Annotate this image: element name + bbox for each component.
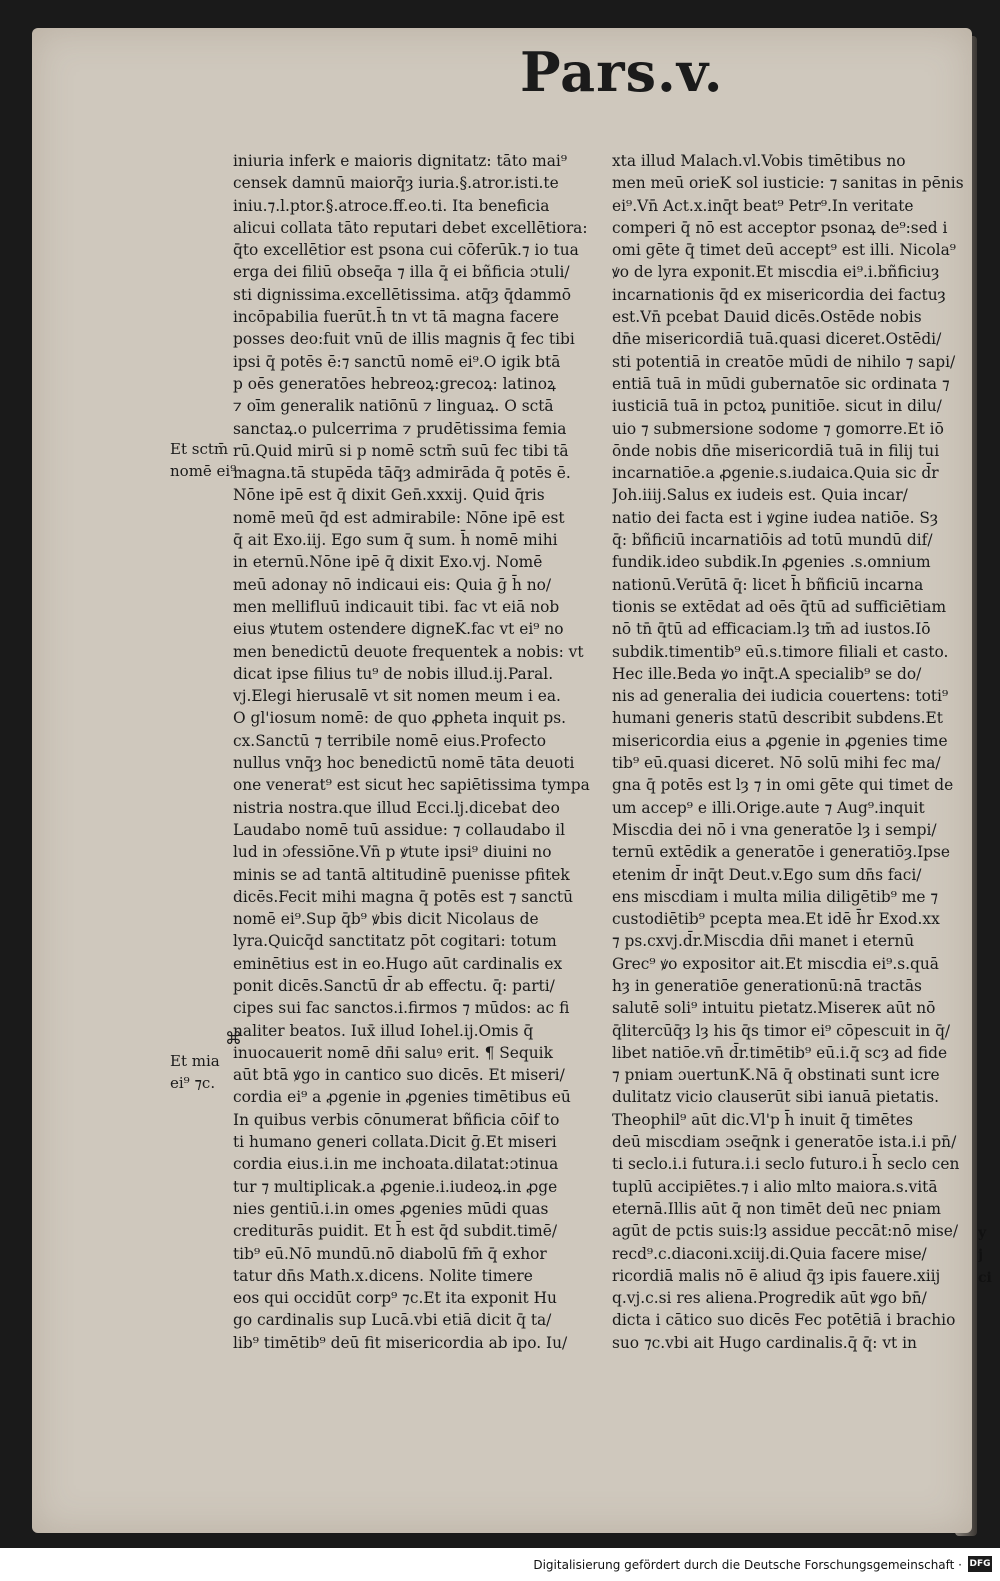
text-line: tionis se extēdat ad oēs q̄tū ad sufficiētiam xyxy=(612,597,947,616)
text-line: O gl'iosum nomē: de quo ꝓpheta inquit ps. xyxy=(233,709,567,728)
text-line: one venerat⁹ est sicut hec sapiētissima tympa xyxy=(233,776,590,795)
text-line: incarnatiōe.a ꝓgenie.s.iudaica.Quia sic d̄r xyxy=(612,464,939,483)
text-line: ipsi q̄ potēs ē:⁊ sanctū nomē ei⁹.O igik btā xyxy=(233,352,561,371)
text-line: p oēs generatōes hebreoꝝ:grecoꝝ: latinoꝝ xyxy=(233,374,556,393)
text-line: meū adonay nō indicaui eis: Quia ḡ h̄ no/ xyxy=(233,575,552,594)
text-line: tib⁹ eū.quasi diceret. Nō solū mihi fec ma/ xyxy=(612,754,941,773)
text-line: Joh.iiij.Salus ex iudeis est. Quia incar/ xyxy=(612,486,908,505)
text-line: ei⁹.Vn̄ Act.x.inq̄t beat⁹ Petr⁹.In veritate xyxy=(612,196,914,215)
text-line: agūt de pctis suis:lȝ assidue peccāt:nō mise/ xyxy=(612,1222,959,1241)
text-line: nationū.Verūtā q̄: licet h̄ bñficiū incarna xyxy=(612,575,924,594)
text-line: cipes sui fac sanctos.i.firmos ⁊ mūdos: ac fi xyxy=(233,999,570,1018)
text-line: go cardinalis sup Lucā.vbi etiā dicit q̄ ta/ xyxy=(233,1311,552,1330)
edge-fragment xyxy=(978,1222,992,1289)
marginal-note-mercy xyxy=(170,1052,220,1097)
text-line: q̄ ait Exo.iij. Ego sum q̄ sum. h̄ nomē mihi xyxy=(233,531,558,550)
text-line: q̄to excellētior est psona cui cōferūk.⁊ io tua xyxy=(233,241,579,260)
page-heading: Pars.v. xyxy=(520,40,724,104)
text-line: nomē ei⁹.Sup q̄b⁹ ꝟbis dicit Nicolaus de xyxy=(233,910,539,929)
text-line: dulitatz vicio clauserūt sibi ianuā pietatis. xyxy=(612,1088,940,1107)
text-line: ⁊ pniam ɔuertunK.Nā q̄ obstinati sunt icre xyxy=(612,1066,940,1085)
text-line: tur ⁊ multiplicak.a ꝓgenie.i.iudeoꝝ.in ꝓge xyxy=(233,1177,558,1196)
text-line: eternā.Illis aūt q̄ non timēt deū nec pniam xyxy=(612,1199,941,1218)
text-line: um accep⁹ e illi.Orige.aute ⁊ Aug⁹.inquit xyxy=(612,798,925,817)
text-line: est.Vn̄ pcebat Dauid dicēs.Ostēde nobis xyxy=(612,308,922,327)
text-line: hȝ in generatiōe generationū:nā tractās xyxy=(612,976,922,995)
text-line: sanctaꝝ.o pulcerrima ⁊ prudētissima femia xyxy=(233,419,567,438)
text-line: Nōne ipē est q̄ dixit Gen̄.xxxij. Quid q̄ris xyxy=(233,486,545,505)
footer xyxy=(0,1548,1000,1581)
text-line: nō tn̄ q̄tū ad efficaciam.lȝ tm̄ ad iustos.Iō xyxy=(612,620,931,639)
text-line: recd⁹.c.diaconi.xciij.di.Quia facere mise/ xyxy=(612,1244,927,1263)
text-line: iniu.⁊.l.ptor.§.atroce.ff.eo.ti. Ita beneficia xyxy=(233,196,550,215)
text-line: incōpabilia fuerūt.h̄ tn vt tā magna facere xyxy=(233,308,559,327)
text-line: cordia eius.i.in me inchoata.dilatat:ɔtinua xyxy=(233,1155,559,1174)
text-line: salutē soli⁹ intuitu pietatz.Misereк aūt nō xyxy=(612,999,936,1018)
text-line: ens miscdiam i multa milia diligētib⁹ me ⁊ xyxy=(612,887,939,906)
text-line: naliter beatos. Iux̄ illud Iohel.ij.Omis q̄ xyxy=(233,1021,534,1040)
text-line: fundik.ideo subdik.In ꝓgenies .s.omnium xyxy=(612,553,931,572)
text-line: in eternū.Nōne ipē q̄ dixit Exo.vj. Nomē xyxy=(233,553,543,572)
text-line: ōnde nobis dn̄e misericordiā tuā in filij tui xyxy=(612,441,940,460)
text-line: misericordia eius a ꝓgenie in ꝓgenies time xyxy=(612,731,948,750)
text-line: Hec ille.Beda ꝟo inq̄t.A specialib⁹ se do/ xyxy=(612,664,922,683)
text-line: iniuria inferk e maioris dignitatz: tāto mai⁹ xyxy=(233,152,568,170)
text-line: omi gēte q̄ timet deū accept⁹ est illi. Nicola⁹ xyxy=(612,241,956,260)
marginal-note-name xyxy=(170,440,236,485)
marginal-mark: ⌘ xyxy=(225,1029,242,1049)
text-line: sti dignissima.excellētissima. atq̄ȝ q̄dammō xyxy=(233,285,572,304)
dfg-logo: DFG xyxy=(968,1556,992,1572)
text-line: crediturās puidit. Et h̄ est q̄d subdit.timē/ xyxy=(233,1222,558,1241)
left-column xyxy=(233,150,597,1354)
text-line: rū.Quid mirū si p nomē sctm̄ suū fec tibi tā xyxy=(233,441,569,460)
text-line: vj.Elegi hierusalē vt sit nomen meum i ea. xyxy=(233,687,561,706)
text-line: minis se ad tantā altitudinē puenisse pfitek xyxy=(233,865,570,884)
text-line: dicta i cātico suo dicēs Fec potētiā i brachio xyxy=(612,1311,956,1330)
text-line: humani generis statū describit subdens.Et xyxy=(612,709,943,728)
text-line: nistria nostra.que illud Ecci.lj.dicebat deo xyxy=(233,798,560,817)
text-line: In quibus verbis cōnumerat bñficia cōif to xyxy=(233,1110,560,1129)
text-line: libet natiōe.vn̄ d̄r.timētib⁹ eū.i.q̄ scȝ ad fide xyxy=(612,1043,948,1062)
text-line: Miscdia dei nō i vna generatōe lȝ i sempi/ xyxy=(612,820,937,839)
text-line: natio dei facta est i ꝟgine iudea natiōe. Sȝ xyxy=(612,508,938,527)
text-line: nomē meū q̄d est admirabile: Nōne ipē est xyxy=(233,508,565,527)
text-line: ricordiā malis nō ē aliud q̄ȝ ipis fauere.xiij xyxy=(612,1266,941,1285)
text-line: sti potentiā in creatōe mūdi de nihilo ⁊ sapi/ xyxy=(612,352,956,371)
text-line: entiā tuā in mūdi gubernatōe sic ordinata ⁊ xyxy=(612,374,950,393)
text-line: ⁊ ps.cxvj.d̄r.Miscdia dn̄i manet i eternū xyxy=(612,932,915,951)
marginal-line: Et mia xyxy=(170,1052,220,1070)
text-line: ponit dicēs.Sanctū d̄r ab effectu. q̄: parti/ xyxy=(233,976,555,995)
text-line: erga dei filiū obseq̄a ⁊ illa q̄ ei bñficia ɔtuli/ xyxy=(233,263,570,282)
text-line: Theophil⁹ aūt dic.Vl'p h̄ inuit q̄ timētes xyxy=(612,1110,913,1129)
text-line: dn̄e misericordiā tuā.quasi diceret.Ostēdi/ xyxy=(612,330,942,349)
text-line: q̄: bñficiū incarnatiōis ad totū mundū dif/ xyxy=(612,531,933,550)
text-line: Laudabo nomē tuū assidue: ⁊ collaudabo il xyxy=(233,820,566,839)
text-line: lud in ɔfessiōne.Vn̄ p ꝟtute ipsi⁹ diuini no xyxy=(233,843,552,862)
text-line: eminētius est in eo.Hugo aūt cardinalis ex xyxy=(233,954,563,973)
text-line: ternū extēdik a generatōe i generatiōȝ.Ipse xyxy=(612,843,951,862)
right-column xyxy=(612,150,968,1354)
text-line: lyra.Quicq̄d sanctitatz pōt cogitari: totum xyxy=(233,932,557,951)
text-line: magna.tā stupēda tāq̄ȝ admirāda q̄ potēs ē. xyxy=(233,464,571,483)
marginal-line: ei⁹ ⁊c. xyxy=(170,1074,216,1093)
edge-fragment-line: j xyxy=(978,1247,984,1264)
text-line: q̄litercūq̄ȝ lȝ his q̄s timor ei⁹ cōpescuit in q̄/ xyxy=(612,1021,951,1040)
text-line: nullus vnq̄ȝ hoc benedictū nomē tāta deuoti xyxy=(233,754,575,773)
text-line: ti seclo.i.i futura.i.i seclo futuro.i h̄ seclo cen xyxy=(612,1155,960,1174)
text-line: comperi q̄ nō est acceptor psonaꝝ de⁹:sed i xyxy=(612,218,948,237)
text-line: eius ꝟtutem ostendere digneK.fac vt ei⁹ no xyxy=(233,620,564,639)
text-line: nis ad generalia dei iudicia couertens: toti⁹ xyxy=(612,687,949,706)
text-line: nies gentiū.i.in omes ꝓgenies mūdi quas xyxy=(233,1199,549,1218)
text-line: ꝟo de lyra exponit.Et miscdia ei⁹.i.bñficiuȝ xyxy=(612,263,940,282)
text-line: men benedictū deuote frequentek a nobis: vt xyxy=(233,642,584,661)
text-line: eos qui occidūt corp⁹ ⁊c.Et ita exponit Hu xyxy=(233,1289,557,1308)
marginal-line: Et sctm̄ xyxy=(170,440,229,458)
text-line: gna q̄ potēs est lȝ ⁊ in omi gēte qui timet de xyxy=(612,776,954,795)
text-line: men meū orieK sol iusticie: ⁊ sanitas in pēnis xyxy=(612,174,964,193)
text-line: lib⁹ timētib⁹ deū fit misericordia ab ipo. Iu/ xyxy=(233,1333,568,1352)
text-line: censek damnū maiorq̄ȝ iuria.§.atror.isti.te xyxy=(233,174,559,193)
text-line: iusticiā tuā in pctoꝝ punitiōe. sicut in dilu/ xyxy=(612,397,942,416)
text-line: inuocauerit nomē dn̄i saluꝰ erit. ¶ Sequik xyxy=(233,1043,553,1062)
text-line: dicat ipse filius tu⁹ de nobis illud.ij.Paral. xyxy=(233,664,554,683)
text-line: cx.Sanctū ⁊ terribile nomē eius.Profecto xyxy=(233,731,546,750)
text-line: dicēs.Fecit mihi magna q̄ potēs est ⁊ sanctū xyxy=(233,887,573,906)
text-line: xta illud Malach.vl.Vobis timētibus no xyxy=(612,152,906,170)
text-line: tib⁹ eū.Nō mundū.nō diabolū fm̄ q̄ exhor xyxy=(233,1244,547,1263)
text-line: custodiētib⁹ pcepta mea.Et idē h̄r Exod.xx xyxy=(612,910,940,929)
text-line: alicui collata tāto reputari debet excellētiora: xyxy=(233,218,588,237)
edge-fragment-line: ci xyxy=(978,1269,992,1286)
text-line: etenim d̄r inq̄t Deut.v.Ego sum dn̄s faci/ xyxy=(612,865,922,884)
text-line: ⁊ oīm generalik natiōnū ⁊ linguaꝝ. O sctā xyxy=(233,397,554,416)
text-line: suo ⁊c.vbi ait Hugo cardinalis.q̄ q̄: vt in xyxy=(612,1333,917,1352)
text-line: q.vj.c.si res aliena.Progredik aūt ꝟgo bn̄/ xyxy=(612,1289,927,1308)
text-line: ti humano generi collata.Dicit ḡ.Et miseri xyxy=(233,1133,557,1152)
text-line: Grec⁹ ꝟo expositor ait.Et miscdia ei⁹.s.quā xyxy=(612,954,939,973)
text-line: uio ⁊ submersione sodome ⁊ gomorre.Et iō xyxy=(612,419,944,438)
text-line: deū miscdiam ɔseq̄nk i generatōe ista.i.i pn̄/ xyxy=(612,1133,957,1152)
text-line: aūt btā ꝟgo in cantico suo dicēs. Et miseri/ xyxy=(233,1066,565,1085)
footer-credit: Digitalisierung gefördert durch die Deutsche Forschungsgemeinschaft · xyxy=(533,1558,962,1572)
marginal-line: nomē ei⁹ xyxy=(170,462,237,481)
text-line: cordia ei⁹ a ꝓgenie in ꝓgenies timētibus eū xyxy=(233,1088,571,1107)
text-line: tatur dn̄s Math.x.dicens. Nolite timere xyxy=(233,1266,533,1285)
text-line: posses deo:fuit vnū de illis magnis q̄ fec tibi xyxy=(233,330,575,349)
edge-fragment-line: y xyxy=(978,1225,987,1241)
text-line: tuplū accipiētes.⁊ i alio mlto maiora.s.vitā xyxy=(612,1177,938,1196)
text-line: incarnationis q̄d ex misericordia dei factuȝ xyxy=(612,285,946,304)
text-line: men mellifluū indicauit tibi. fac vt eiā nob xyxy=(233,597,560,616)
text-line: subdik.timentib⁹ eū.s.timore filiali et casto. xyxy=(612,642,949,661)
